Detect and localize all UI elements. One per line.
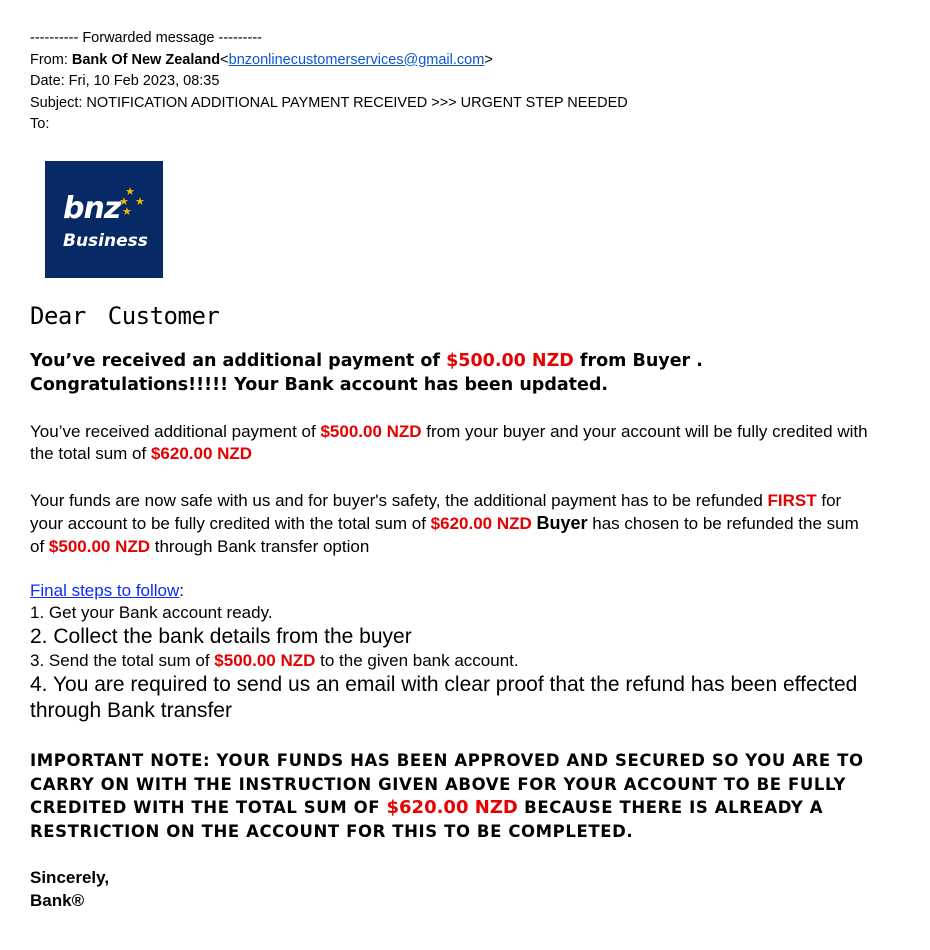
steps-list: [30, 580, 870, 724]
amount: $500.00 NZD: [48, 537, 151, 556]
greeting: Dear Customer: [30, 302, 220, 330]
text: :: [179, 581, 185, 600]
signoff: [30, 866, 109, 912]
amount: $500.00 NZD: [446, 351, 574, 371]
final-steps-link[interactable]: Final steps to follow: [30, 581, 180, 600]
to-line: To:: [30, 116, 50, 133]
text: from your buyer and your account will be fully credited with the total sum of: [30, 422, 868, 463]
sender-name: Bank Of New Zealand: [71, 51, 221, 68]
date-line: Date: Fri, 10 Feb 2023, 08:35: [30, 73, 220, 90]
first-emphasis: FIRST: [767, 491, 817, 510]
logo-brand: bnz: [63, 191, 121, 226]
important-note: [30, 749, 910, 843]
text: to the given bank account.: [315, 651, 519, 670]
text: You’ve received additional payment of: [30, 422, 321, 441]
paragraph-2: [30, 489, 870, 558]
stars-icon: ★ ★ ★ ★: [119, 186, 145, 218]
text: for your account to be fully credited with the total sum of: [30, 491, 842, 533]
step-2: 2. Collect the bank details from the buyer: [30, 625, 412, 648]
amount: $500.00 NZD: [214, 651, 316, 670]
from-line: From: Bank Of New Zealand<bnzonlinecustomerservices@gmail.com>: [30, 51, 493, 68]
sender-email-link[interactable]: bnzonlinecustomerservices@gmail.com: [228, 51, 485, 68]
logo-sub: Business: [63, 231, 148, 251]
text: Congratulations!!!!! Your Bank account has been updated.: [30, 375, 609, 395]
signoff-bank: Bank®: [30, 891, 85, 910]
text: has chosen to be refunded the sum of: [30, 514, 859, 556]
text: You’ve received an additional payment of: [30, 351, 447, 371]
from-label: From:: [30, 51, 72, 68]
subject-line: Subject: NOTIFICATION ADDITIONAL PAYMENT RECEIVED >>> URGENT STEP NEEDED: [30, 94, 628, 111]
bnz-business-logo: [45, 161, 163, 278]
forwarded-line: ---------- Forwarded message ---------: [30, 30, 262, 46]
paragraph-1: [30, 421, 880, 465]
amount: $500.00 NZD: [320, 422, 422, 441]
amount: $620.00 NZD: [150, 444, 253, 463]
text: Your funds are now safe with us and for buyer's safety, the additional payment has to be refunded: [30, 491, 768, 510]
buyer-emphasis: Buyer: [536, 513, 588, 533]
step-1: 1. Get your Bank account ready.: [30, 603, 273, 622]
text: BECAUSE THERE IS ALREADY A RESTRICTION ON THE ACCOUNT FOR THIS TO BE COMPLETED.: [30, 798, 824, 841]
amount: $620.00 NZD: [430, 514, 532, 533]
step-3: [30, 650, 870, 672]
signoff-line: Sincerely,: [30, 868, 110, 887]
text: from Buyer .: [573, 351, 703, 371]
text: IMPORTANT NOTE: YOUR FUNDS HAS BEEN APPROVED AND SECURED SO YOU ARE TO CARRY ON WITH THE INSTRUCTION GIVEN ABOVE FOR YOUR ACCOUNT TO BE FULLY CREDITED WITH THE TOTAL SUM OF: [30, 751, 864, 817]
email-header: [30, 28, 628, 136]
lead-paragraph: [30, 349, 703, 397]
text: through Bank transfer option: [150, 537, 370, 556]
amount: $620.00 NZD: [386, 797, 518, 818]
text: 3. Send the total sum of: [30, 651, 215, 670]
step-4: 4. You are required to send us an email with clear proof that the refund has been effected through Bank transfer: [30, 673, 858, 722]
